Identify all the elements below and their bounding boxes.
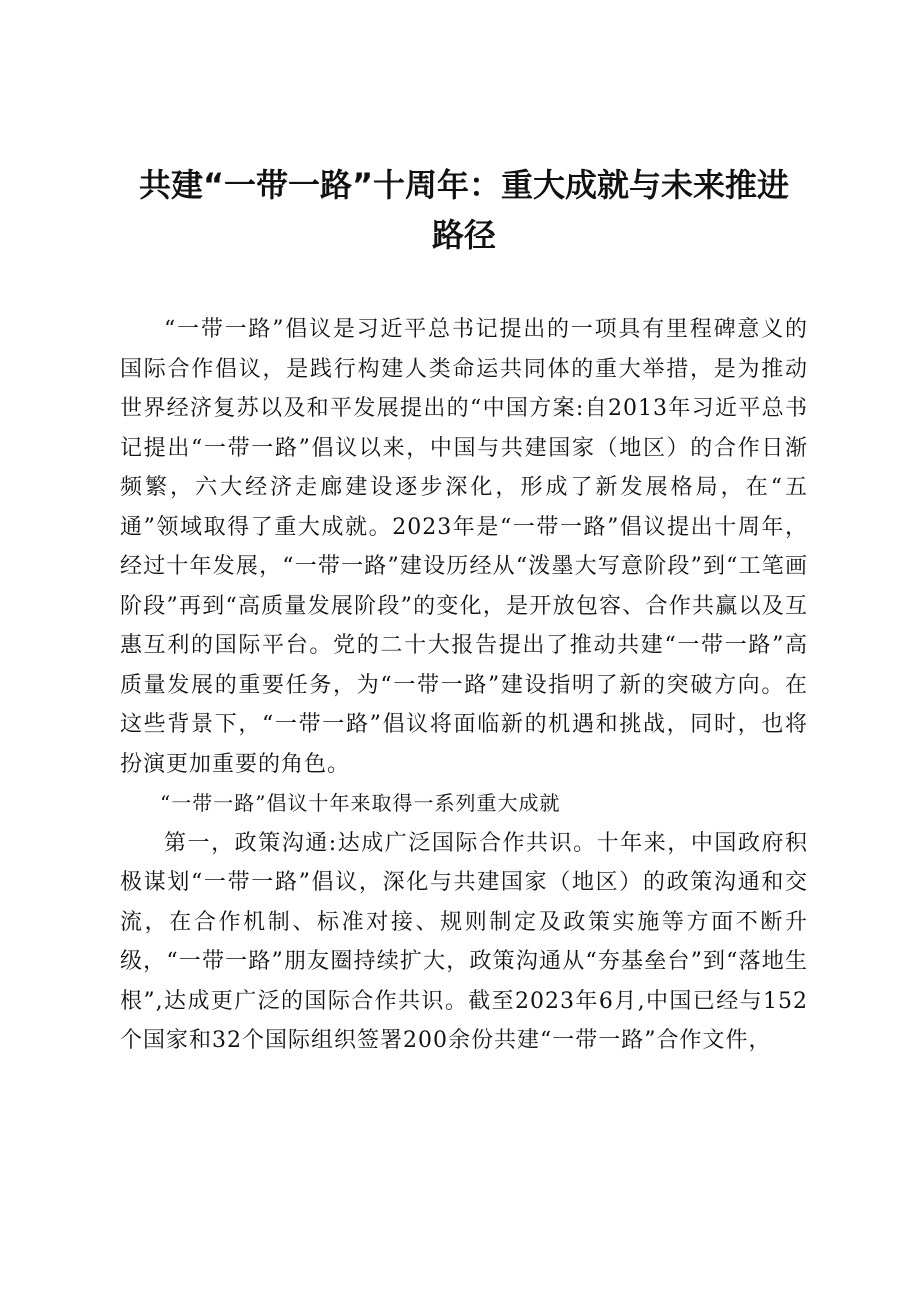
document-body <box>120 310 808 1061</box>
policy-communication-paragraph: 第一，政策沟通:达成广泛国际合作共识。十年来，中国政府积极谋划“一带一路”倡议，深化与共建国家（地区）的政策沟通和交流，在合作机制、标准对接、规则制定及政策实施等方面不断升级，“一带一路”朋友圈持续扩大，政策沟通从“夯基垒台”到“落地生根”,达成更广泛的国际合作共识。截至2023年6月,中国已经与152个国家和32个国际组织签署200余份共建“一带一路”合作文件， <box>120 830 808 1053</box>
section-heading: “一带一路”倡议十年来取得一系列重大成就 <box>160 791 561 815</box>
document-title-line-1: 共建“一带一路”十周年：重大成就与未来推进 <box>138 166 790 204</box>
document-title <box>120 160 808 260</box>
intro-paragraph: “一带一路”倡议是习近平总书记提出的一项具有里程碑意义的国际合作倡议，是践行构建人类命运共同体的重大举措，是为推动世界经济复苏以及和平发展提出的“中国方案:自2013年习近平总书记提出“一带一路”倡议以来，中国与共建国家（地区）的合作日渐频繁，六大经济走廊建设逐步深化，形成了新发展格局，在“五通”领域取得了重大成就。2023年是“一带一路”倡议提出十周年，经过十年发展，“一带一路”建设历经从“泼墨大写意阶段”到“工笔画阶段”再到“高质量发展阶段”的变化，是开放包容、合作共赢以及互惠互利的国际平台。党的二十大报告提出了推动共建“一带一路”高质量发展的重要任务，为“一带一路”建设指明了新的突破方向。在这些背景下，“一带一路”倡议将面临新的机遇和挑战，同时，也将扮演更加重要的角色。 <box>120 317 808 777</box>
document-title-line-2: 路径 <box>431 216 496 254</box>
